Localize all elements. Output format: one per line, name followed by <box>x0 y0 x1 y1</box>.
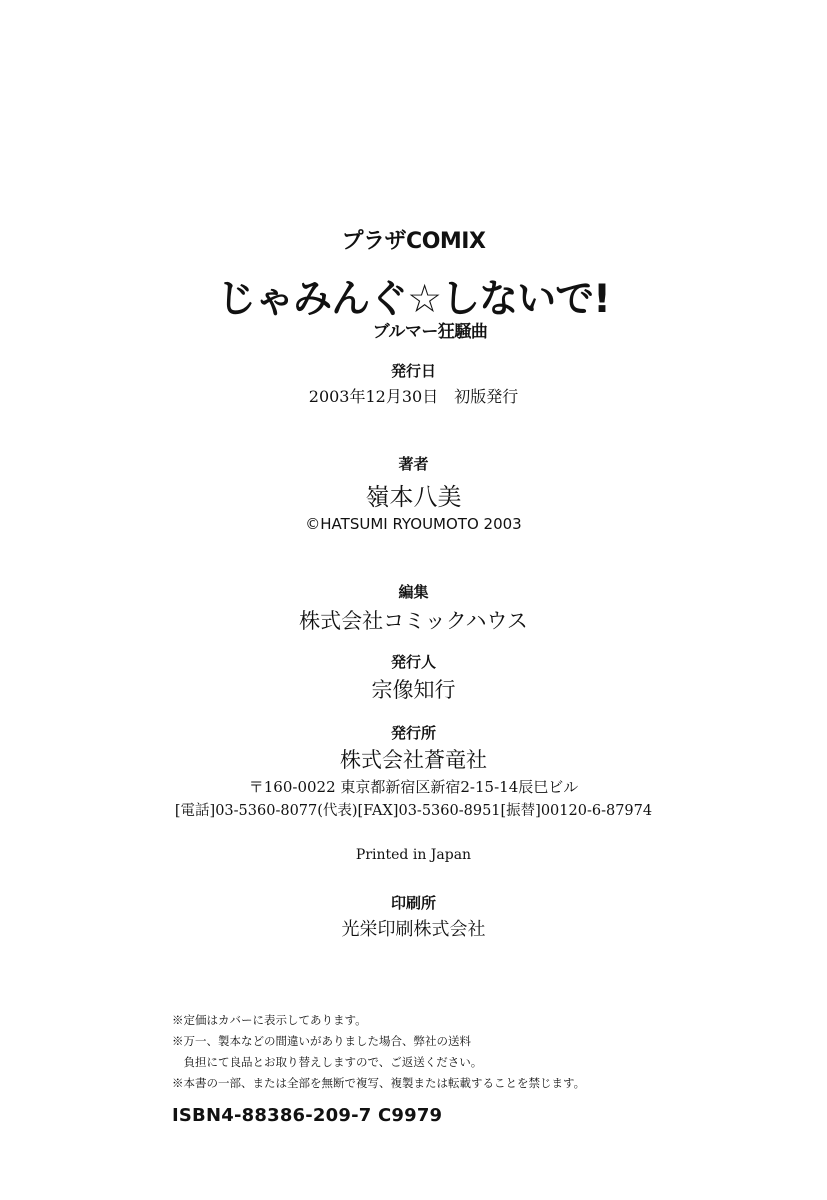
publisher-name: 株式会社蒼竜社 <box>340 748 487 772</box>
note-item: 負担にて良品とお取り替えしますので、ご返送ください。 <box>172 1055 483 1069</box>
publisher-contacts: [電話]03-5360-8077(代表)[FAX]03-5360-8951[振替]00120-6-87974 <box>174 803 653 819</box>
printed-in-notice: Printed in Japan <box>355 847 472 863</box>
publisher-address: 〒160-0022 東京都新宿区新宿2-15-14辰巳ビル <box>248 778 579 796</box>
editor-value: 株式会社コミックハウス <box>299 609 528 633</box>
issuer-heading: 発行人 <box>390 653 436 671</box>
printer-heading: 印刷所 <box>390 894 436 912</box>
copyright-notice: ©HATSUMI RYOUMOTO 2003 <box>305 515 522 533</box>
publication-date-value: 2003年12月30日 初版発行 <box>308 387 519 406</box>
note-item: ※本書の一部、または全部を無断で複写、複製または転載することを禁じます。 <box>172 1076 586 1090</box>
notes-list <box>172 1010 672 1094</box>
book-title: じゃみんぐ☆しないで! <box>217 277 610 322</box>
book-subtitle: ブルマー狂騒曲 <box>372 322 488 342</box>
editor-heading: 編集 <box>398 583 429 601</box>
printer-value: 光栄印刷株式会社 <box>341 919 486 940</box>
author-heading: 著者 <box>398 455 429 473</box>
publication-date-heading: 発行日 <box>390 362 436 380</box>
issuer-value: 宗像知行 <box>371 678 456 702</box>
isbn-code: ISBN4-88386-209-7 C9979 <box>172 1105 443 1126</box>
imprint-label: プラザCOMIX <box>341 229 486 254</box>
note-item: ※定価はカバーに表示してあります。 <box>172 1013 367 1027</box>
author-name: 嶺本八美 <box>365 483 462 511</box>
note-item: ※万一、製本などの間違いがありました場合、弊社の送料 <box>172 1034 471 1048</box>
publisher-office-heading: 発行所 <box>390 724 436 742</box>
